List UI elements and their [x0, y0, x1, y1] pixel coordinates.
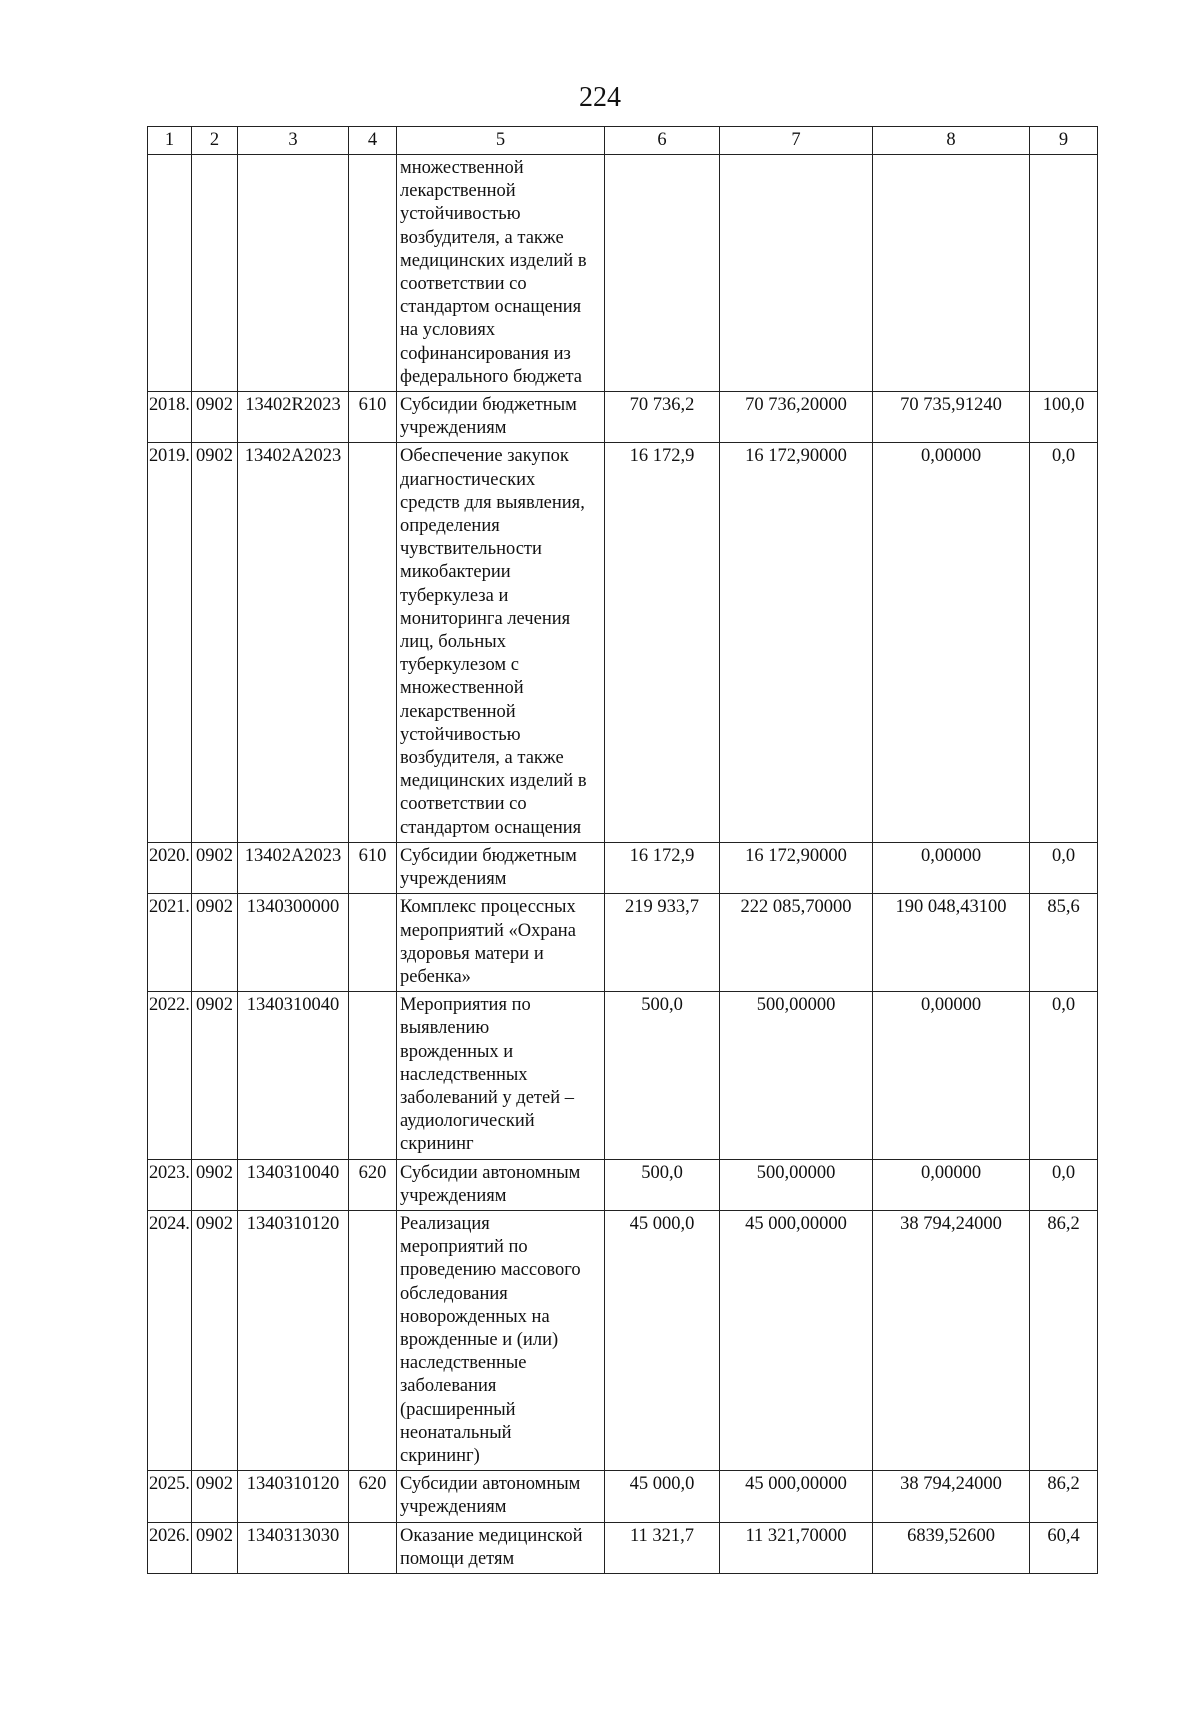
approved-amount — [605, 155, 720, 392]
item-name: Субсидии бюджетным учреждениям — [397, 842, 605, 893]
specified-amount: 11 321,70000 — [720, 1522, 873, 1573]
row-number — [148, 155, 192, 392]
section-code — [192, 155, 238, 392]
expense-type-code: 610 — [349, 842, 397, 893]
item-name: Субсидии автономным учреждениям — [397, 1471, 605, 1522]
column-header: 4 — [349, 127, 397, 155]
execution-percent: 86,2 — [1030, 1471, 1098, 1522]
section-code: 0902 — [192, 894, 238, 992]
approved-amount: 500,0 — [605, 1159, 720, 1210]
row-number: 2020. — [148, 842, 192, 893]
executed-amount: 6839,52600 — [873, 1522, 1030, 1573]
execution-percent — [1030, 155, 1098, 392]
row-number: 2019. — [148, 443, 192, 842]
specified-amount: 70 736,20000 — [720, 392, 873, 443]
expense-type-code — [349, 1522, 397, 1573]
executed-amount: 0,00000 — [873, 1159, 1030, 1210]
section-code: 0902 — [192, 842, 238, 893]
execution-percent: 60,4 — [1030, 1522, 1098, 1573]
execution-percent: 0,0 — [1030, 443, 1098, 842]
specified-amount: 500,00000 — [720, 992, 873, 1159]
item-name: Комплекс процессных мероприятий «Охрана здоровья матери и ребенка» — [397, 894, 605, 992]
section-code: 0902 — [192, 1471, 238, 1522]
section-code: 0902 — [192, 992, 238, 1159]
specified-amount: 222 085,70000 — [720, 894, 873, 992]
table-body — [148, 127, 1098, 1574]
item-name: Оказание медицинской помощи детям — [397, 1522, 605, 1573]
table-row — [148, 842, 1098, 893]
executed-amount — [873, 155, 1030, 392]
column-header: 9 — [1030, 127, 1098, 155]
executed-amount: 0,00000 — [873, 443, 1030, 842]
target-article-code: 1340310040 — [238, 1159, 349, 1210]
approved-amount: 16 172,9 — [605, 443, 720, 842]
row-number: 2022. — [148, 992, 192, 1159]
executed-amount: 0,00000 — [873, 992, 1030, 1159]
approved-amount: 16 172,9 — [605, 842, 720, 893]
item-name: Субсидии бюджетным учреждениям — [397, 392, 605, 443]
column-header: 6 — [605, 127, 720, 155]
execution-percent: 0,0 — [1030, 1159, 1098, 1210]
column-header: 1 — [148, 127, 192, 155]
approved-amount: 45 000,0 — [605, 1471, 720, 1522]
expense-type-code — [349, 894, 397, 992]
table-header-row — [148, 127, 1098, 155]
column-header: 8 — [873, 127, 1030, 155]
item-name: Обеспечение закупок диагностических средств для выявления, определения чувствительности микобактерии туберкулеза и мониторинга лечения лиц, больных туберкулезом с множественной лекарственной устойчивостью возбудителя, а также медицинских изделий в соответствии со стандартом оснащения — [397, 443, 605, 842]
target-article-code: 1340310040 — [238, 992, 349, 1159]
specified-amount: 500,00000 — [720, 1159, 873, 1210]
execution-percent: 100,0 — [1030, 392, 1098, 443]
execution-percent: 0,0 — [1030, 992, 1098, 1159]
specified-amount: 16 172,90000 — [720, 443, 873, 842]
section-code: 0902 — [192, 1159, 238, 1210]
executed-amount: 38 794,24000 — [873, 1471, 1030, 1522]
column-header: 7 — [720, 127, 873, 155]
specified-amount — [720, 155, 873, 392]
execution-percent: 0,0 — [1030, 842, 1098, 893]
expense-type-code: 620 — [349, 1159, 397, 1210]
row-number: 2026. — [148, 1522, 192, 1573]
execution-percent: 86,2 — [1030, 1210, 1098, 1470]
row-number: 2021. — [148, 894, 192, 992]
target-article-code: 13402R2023 — [238, 392, 349, 443]
expense-type-code — [349, 1210, 397, 1470]
table-row — [148, 894, 1098, 992]
execution-percent: 85,6 — [1030, 894, 1098, 992]
target-article-code — [238, 155, 349, 392]
expense-type-code — [349, 992, 397, 1159]
section-code: 0902 — [192, 443, 238, 842]
item-name: Реализация мероприятий по проведению массового обследования новорожденных на врожденные и (или) наследственные заболевания (расширенный неонатальный скрининг) — [397, 1210, 605, 1470]
executed-amount: 70 735,91240 — [873, 392, 1030, 443]
column-header: 3 — [238, 127, 349, 155]
item-name: Субсидии автономным учреждениям — [397, 1159, 605, 1210]
approved-amount: 219 933,7 — [605, 894, 720, 992]
section-code: 0902 — [192, 1522, 238, 1573]
expense-type-code — [349, 443, 397, 842]
item-name: множественной лекарственной устойчивостью возбудителя, а также медицинских изделий в соответствии со стандартом оснащения на условиях софинансирования из федерального бюджета — [397, 155, 605, 392]
approved-amount: 70 736,2 — [605, 392, 720, 443]
target-article-code: 1340310120 — [238, 1471, 349, 1522]
row-number: 2025. — [148, 1471, 192, 1522]
table-row — [148, 155, 1098, 392]
section-code: 0902 — [192, 392, 238, 443]
table-row — [148, 992, 1098, 1159]
specified-amount: 45 000,00000 — [720, 1210, 873, 1470]
column-header: 5 — [397, 127, 605, 155]
executed-amount: 0,00000 — [873, 842, 1030, 893]
row-number: 2023. — [148, 1159, 192, 1210]
specified-amount: 16 172,90000 — [720, 842, 873, 893]
item-name: Мероприятия по выявлению врожденных и наследственных заболеваний у детей – аудиологический скрининг — [397, 992, 605, 1159]
executed-amount: 190 048,43100 — [873, 894, 1030, 992]
table-row — [148, 1210, 1098, 1470]
table-row — [148, 1159, 1098, 1210]
expense-type-code: 620 — [349, 1471, 397, 1522]
table-row — [148, 1471, 1098, 1522]
target-article-code: 13402А2023 — [238, 842, 349, 893]
target-article-code: 1340313030 — [238, 1522, 349, 1573]
section-code: 0902 — [192, 1210, 238, 1470]
target-article-code: 13402А2023 — [238, 443, 349, 842]
approved-amount: 45 000,0 — [605, 1210, 720, 1470]
specified-amount: 45 000,00000 — [720, 1471, 873, 1522]
table-row — [148, 1522, 1098, 1573]
executed-amount: 38 794,24000 — [873, 1210, 1030, 1470]
expense-type-code — [349, 155, 397, 392]
approved-amount: 11 321,7 — [605, 1522, 720, 1573]
table-row — [148, 392, 1098, 443]
budget-table — [147, 126, 1098, 1574]
page-number: 224 — [579, 82, 621, 113]
table-row — [148, 443, 1098, 842]
approved-amount: 500,0 — [605, 992, 720, 1159]
row-number: 2024. — [148, 1210, 192, 1470]
row-number: 2018. — [148, 392, 192, 443]
expense-type-code: 610 — [349, 392, 397, 443]
column-header: 2 — [192, 127, 238, 155]
target-article-code: 1340300000 — [238, 894, 349, 992]
target-article-code: 1340310120 — [238, 1210, 349, 1470]
